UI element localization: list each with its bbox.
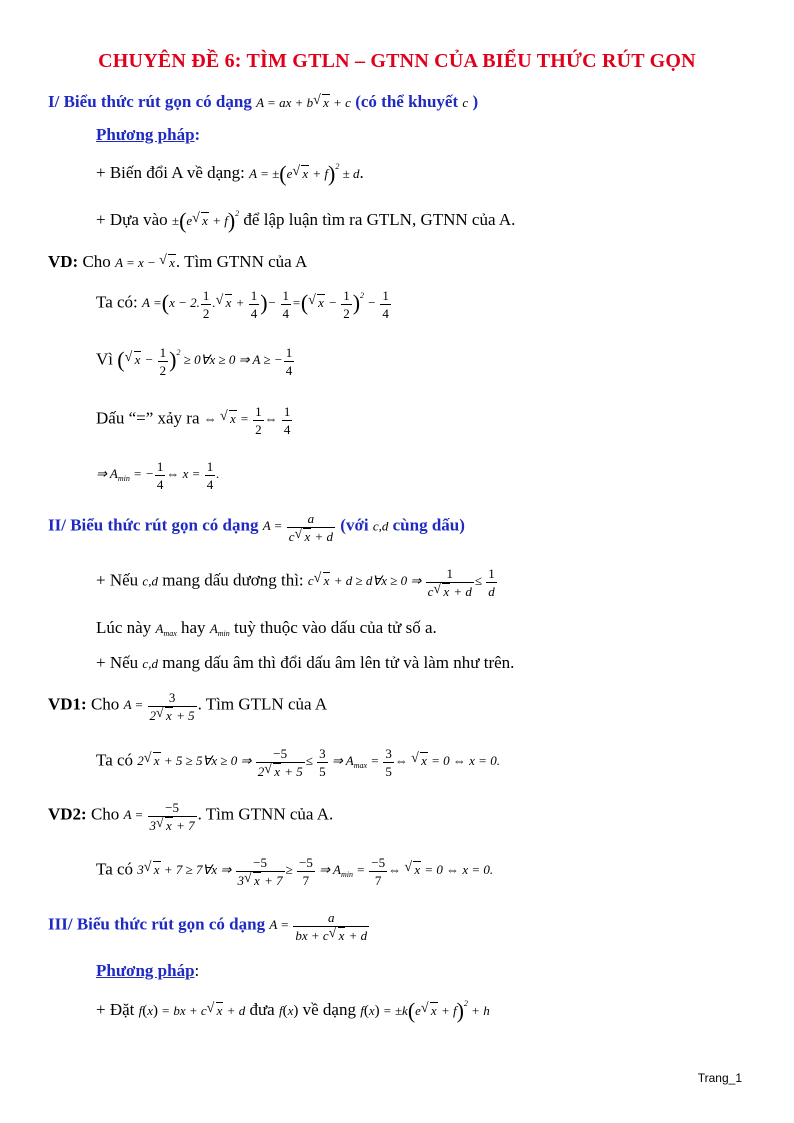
neg-1: + Nếu xyxy=(96,653,139,672)
section-3-formula: A = $\frac{a}{bx + c√ x + d}$ xyxy=(269,917,370,932)
page-footer: Trang_1 xyxy=(697,1071,742,1085)
vi-text: Vì xyxy=(96,349,113,369)
s3-fx-def: f(x) = bx + c√ x + d xyxy=(139,1003,246,1018)
section-1-heading-text: I/ Biểu thức rút gọn có dạng xyxy=(48,92,252,111)
taco-text: Ta có: xyxy=(96,292,138,312)
section-1-heading-suffix: (có thể khuyết xyxy=(355,92,459,111)
vd2-taco xyxy=(96,854,493,889)
section-2-pos xyxy=(96,565,498,600)
section-2-heading xyxy=(48,510,465,545)
vd2-label: VD2: xyxy=(48,804,87,824)
section-2-formula: A = $\frac{a}{c√ x + d}$ xyxy=(263,518,336,533)
method-colon-3: : xyxy=(194,961,200,980)
vd1-line xyxy=(48,689,327,724)
section-2-suffix-2: cùng dấu) xyxy=(392,515,465,535)
method-colon: : xyxy=(194,125,201,144)
page-title: CHUYÊN ĐỀ 6: TÌM GTLN – GTNN CỦA BIỂU THỨC RÚT GỌN xyxy=(98,50,696,72)
section-2-lucnay xyxy=(96,618,437,638)
vi-formula: (√ x − $\frac{1}{2}$ )$^2$ ≥ 0∀x ≥ 0 ⇒ A ≥ − $\frac{1}{4}$ xyxy=(117,352,295,367)
method-label-3: Phương pháp xyxy=(96,961,195,980)
a-min: $A_{min}$ xyxy=(209,621,230,638)
vd-vi xyxy=(96,344,295,379)
section-2-suffix-1: (với xyxy=(340,515,369,535)
neg-2: mang dấu âm thì đổi dấu âm lên tử và làm như trên. xyxy=(162,653,515,672)
section-2-neg xyxy=(96,653,514,673)
vd-line xyxy=(48,252,307,272)
vd2-text-2: . Tìm GTNN của A. xyxy=(197,804,334,824)
vd2-formula: A = $\frac{-5}{3√ x + 7}$ xyxy=(124,807,198,822)
section-1-heading xyxy=(48,92,478,112)
vd-dau xyxy=(96,403,293,438)
taco-formula: A =(x − 2. $\frac{1}{2}$ .√ x + $\frac{1}{4}$ )− $\frac{1}{4}$ =(√ x − $\frac{1}{2}$ )$^2$ − $\frac{1}{4}$ xyxy=(142,295,392,310)
section-3-method xyxy=(96,961,199,981)
pos-2: mang dấu dương thì: xyxy=(162,570,304,590)
vd2-line xyxy=(48,799,333,834)
method-label: Phương pháp xyxy=(96,125,195,144)
step2-formula: ±(e√ x + f)$^2$ xyxy=(172,213,239,228)
vd1-formula: A = $\frac{3}{2√ x + 5}$ xyxy=(124,697,198,712)
section-1-formula: A = ax + b√ x + c xyxy=(256,95,351,110)
step2-suffix: để lập luận tìm ra GTLN, GTNN của A. xyxy=(243,210,516,229)
step1-text: + Biến đổi A về dạng: xyxy=(96,163,245,182)
vd-text-1: Cho xyxy=(82,252,111,271)
pos-cd: c,d xyxy=(142,573,158,589)
section-3-step1 xyxy=(96,998,490,1024)
dau-text: Dấu “=” xảy ra xyxy=(96,408,200,428)
section-1-step1: + Biến đổi A về dạng: A = ±(e√ x + f)$^2$ ± d. xyxy=(96,161,364,187)
neg-cd: c,d xyxy=(142,656,158,671)
luc-nay-2: hay xyxy=(181,618,206,637)
s3-step1-3: về dạng xyxy=(302,1000,356,1019)
section-3-heading-text: III/ Biểu thức rút gọn có dạng xyxy=(48,914,266,934)
vd1-taco-text: Ta có xyxy=(96,750,134,770)
s3-fx-form: f(x) = ±k(e√ x + f)$^2$ + h xyxy=(360,1003,489,1018)
vd-result xyxy=(96,458,219,493)
a-max: $A_{max}$ xyxy=(155,621,177,638)
vd-label: VD: xyxy=(48,252,79,271)
dau-formula: ⇔ √ x = $\frac{1}{2}$ ⇔ $\frac{1}{4}$ xyxy=(204,411,294,426)
vd1-text-1: Cho xyxy=(90,694,120,714)
s3-fx: f(x) xyxy=(278,1003,299,1019)
luc-nay-3: tuỳ thuộc vào dấu của tử số a. xyxy=(234,618,437,637)
result-formula: ⇒ $A_{min}$ = − $\frac{1}{4}$ ⇔ x = $\frac{1}{4}$ . xyxy=(96,459,220,492)
section-2-cd: c,d xyxy=(372,518,389,534)
vd2-taco-formula: 3√ x + 7 ≥ 7∀x ⇒ $\frac{-5}{3√ x + 7}$ ≥ $\frac{-5}{7}$ ⇒ $A_{min}$ = $\frac{-5}{7}$ ⇔ √ x = 0 ⇔ x = 0. xyxy=(137,862,493,877)
vd1-text-2: . Tìm GTLN của A xyxy=(197,694,328,714)
s3-step1-2: đưa xyxy=(249,1000,275,1019)
vd2-taco-text: Ta có xyxy=(96,859,134,879)
section-1-method xyxy=(96,125,200,145)
vd-taco xyxy=(96,287,392,322)
pos-1: + Nếu xyxy=(96,570,139,590)
section-3-heading xyxy=(48,909,370,944)
s3-step1-1: + Đặt xyxy=(96,1000,135,1019)
section-1-c: c xyxy=(462,95,469,110)
vd-formula: A = x − √ x xyxy=(115,255,176,270)
section-1-step2 xyxy=(96,208,515,234)
vd1-taco xyxy=(96,745,500,780)
vd-text-2: . Tìm GTNN của A xyxy=(175,252,308,271)
step1-formula: A = ±(e√ x + f)$^2$ ± d xyxy=(249,166,359,181)
vd1-label: VD1: xyxy=(48,694,87,714)
step2-prefix: + Dựa vào xyxy=(96,210,168,229)
luc-nay-1: Lúc này xyxy=(96,618,152,637)
vd2-text-1: Cho xyxy=(90,804,120,824)
section-1-paren: ) xyxy=(472,92,479,111)
pos-formula: c√ x + d ≥ d∀x ≥ 0 ⇒ $\frac{1}{c√ x + d}$ ≤ $\frac{1}{d}$ xyxy=(308,573,498,588)
vd1-taco-formula: 2√ x + 5 ≥ 5∀x ≥ 0 ⇒ $\frac{-5}{2√ x + 5}$ ≤ $\frac{3}{5}$ ⇒ $A_{max}$ = $\frac{3}{5}$ ⇔ √ x = 0 ⇔ x = 0. xyxy=(137,753,500,768)
section-2-heading-text: II/ Biểu thức rút gọn có dạng xyxy=(48,515,259,535)
